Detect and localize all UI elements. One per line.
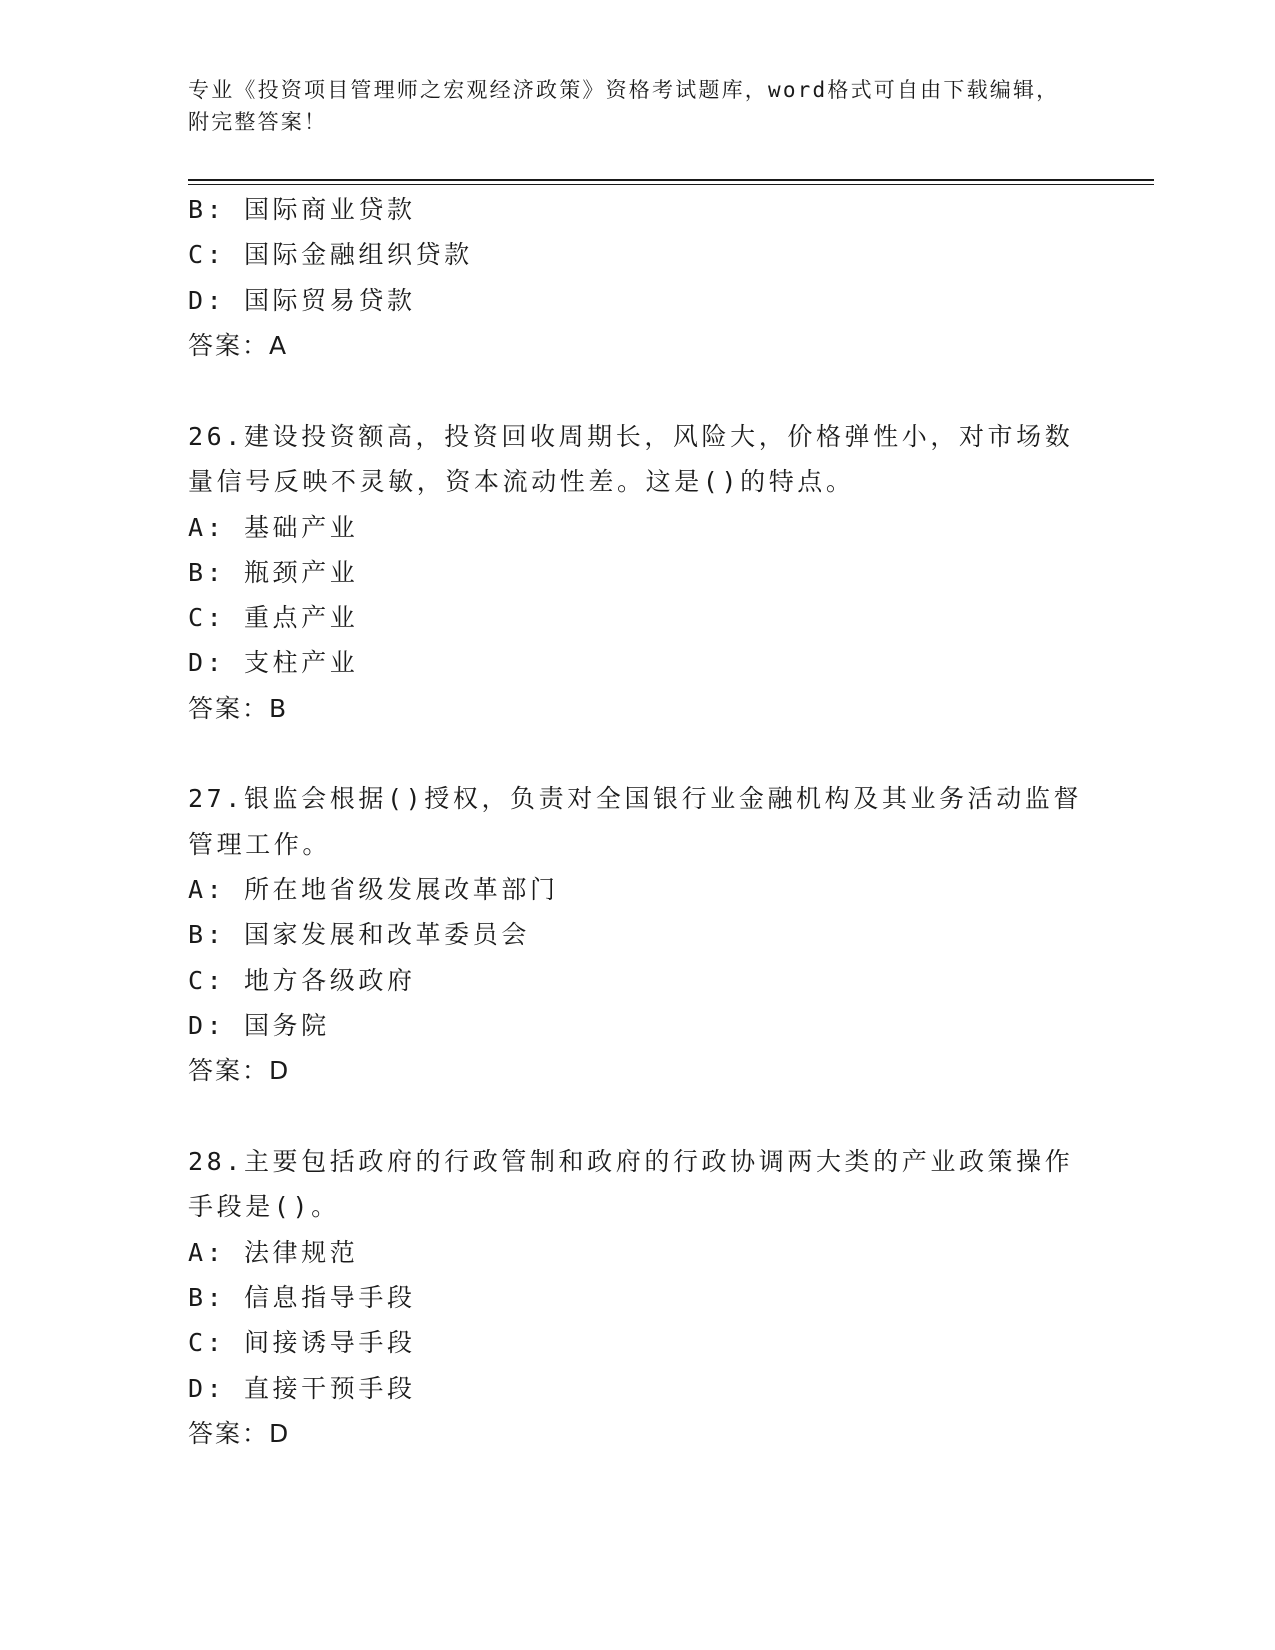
q27-option-c: C: 地方各级政府 — [188, 966, 416, 995]
q26-option-b: B: 瓶颈产业 — [188, 558, 359, 587]
document-header: 专业《投资项目管理师之宏观经济政策》资格考试题库，word格式可自由下载编辑，附完整答案！ — [188, 78, 1060, 134]
q27-stem-line2: 管理工作。 — [188, 830, 332, 859]
q28-option-d: D: 直接干预手段 — [188, 1374, 416, 1403]
q26-option-a: A: 基础产业 — [188, 513, 359, 542]
q28-option-a: A: 法律规范 — [188, 1238, 359, 1267]
q28-stem-line2: 手段是()。 — [188, 1192, 340, 1221]
q25-answer: 答案：A — [188, 331, 289, 360]
q27-answer: 答案：D — [188, 1056, 291, 1085]
q25-option-d: D: 国际贸易贷款 — [188, 286, 416, 315]
q28-stem-line1: 28.主要包括政府的行政管制和政府的行政协调两大类的产业政策操作 — [188, 1147, 1074, 1176]
q27-option-b: B: 国家发展和改革委员会 — [188, 920, 530, 949]
q26-stem-line2: 量信号反映不灵敏，资本流动性差。这是()的特点。 — [188, 467, 855, 496]
q27-stem-line1: 27.银监会根据()授权，负责对全国银行业金融机构及其业务活动监督 — [188, 784, 1083, 813]
q28-option-c: C: 间接诱导手段 — [188, 1328, 416, 1357]
q26-option-d: D: 支柱产业 — [188, 648, 359, 677]
header-divider-bottom — [188, 184, 1154, 185]
q27-option-a: A: 所在地省级发展改革部门 — [188, 875, 559, 904]
q28-option-b: B: 信息指导手段 — [188, 1283, 416, 1312]
q25-option-c: C: 国际金融组织贷款 — [188, 240, 473, 269]
q26-stem-line1: 26.建设投资额高，投资回收周期长，风险大，价格弹性小，对市场数 — [188, 422, 1074, 451]
q26-answer: 答案：B — [188, 694, 289, 723]
q25-option-b: B: 国际商业贷款 — [188, 195, 416, 224]
q28-answer: 答案：D — [188, 1419, 291, 1448]
q27-option-d: D: 国务院 — [188, 1011, 330, 1040]
header-divider-top — [188, 179, 1154, 181]
q26-option-c: C: 重点产业 — [188, 603, 359, 632]
